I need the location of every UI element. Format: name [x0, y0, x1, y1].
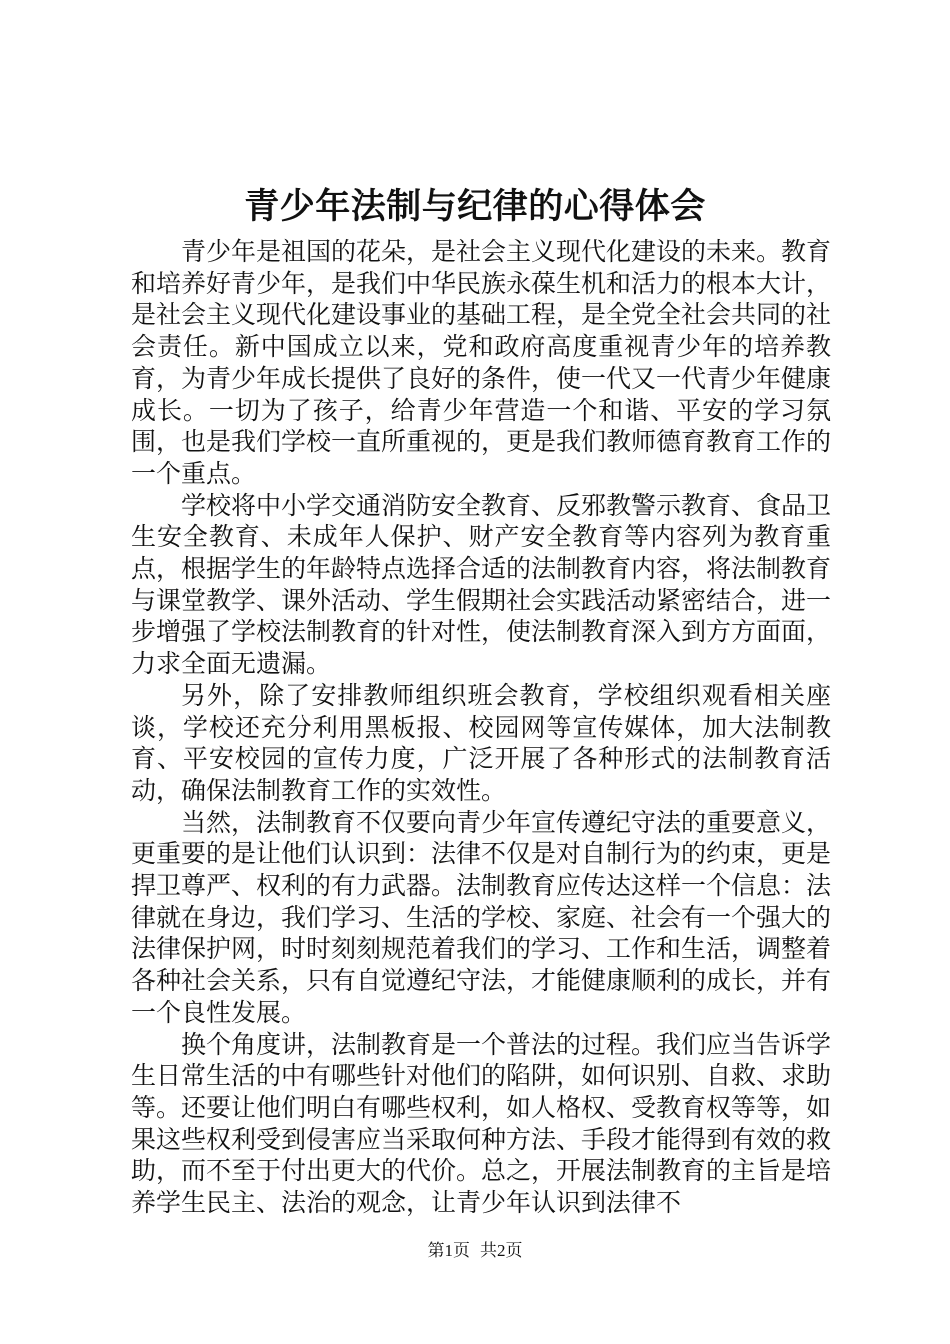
page-footer [0, 1239, 950, 1263]
page-total: 共2页 [480, 1241, 523, 1260]
paragraph-2: 学校将中小学交通消防安全教育、反邪教警示教育、食品卫生安全教育、未成年人保护、财产安全教育等内容列为教育重点，根据学生的年龄特点选择合适的法制教育内容，将法制教育与课堂教学、课外活动、学生假期社会实践活动紧密结合，进一步增强了学校法制教育的针对性，使法制教育深入到方方面面，力求全面无遗漏。 [131, 490, 832, 679]
document-title: 青少年法制与纪律的心得体会 [244, 187, 706, 227]
paragraph-3: 另外，除了安排教师组织班会教育，学校组织观看相关座谈，学校还充分利用黑板报、校园网等宣传媒体，加大法制教育、平安校园的宣传力度，广泛开展了各种形式的法制教育活动，确保法制教育工作的实效性。 [131, 680, 831, 805]
paragraph-1: 青少年是祖国的花朵，是社会主义现代化建设的未来。教育和培养好青少年，是我们中华民族永葆生机和活力的根本大计，是社会主义现代化建设事业的基础工程，是全党全社会共同的社会责任。新中国成立以来，党和政府高度重视青少年的培养教育，为青少年成长提供了良好的条件，使一代又一代青少年健康成长。一切为了孩子，给青少年营造一个和谐、平安的学习氛围，也是我们学校一直所重视的，更是我们教师德育教育工作的一个重点。 [131, 237, 832, 488]
document-body [131, 236, 831, 1219]
paragraph-5: 换个角度讲，法制教育是一个普法的过程。我们应当告诉学生日常生活的中有哪些针对他们的陷阱，如何识别、自救、求助等。还要让他们明白有哪些权利，如人格权、受教育权等等，如果这些权利受到侵害应当采取何种方法、手段才能得到有效的救助，而不至于付出更大的代价。总之，开展法制教育的主旨是培养学生民主、法治的观念，让青少年认识到法律不 [131, 1029, 832, 1218]
page-number: 第1页 [427, 1241, 470, 1260]
paragraph-4: 当然，法制教育不仅要向青少年宣传遵纪守法的重要意义，更重要的是让他们认识到：法律不仅是对自制行为的约束，更是捍卫尊严、权利的有力武器。法制教育应传达这样一个信息：法律就在身边，我们学习、生活的学校、家庭、社会有一个强大的法律保护网，时时刻刻规范着我们的学习、工作和生活，调整着各种社会关系，只有自觉遵纪守法，才能健康顺利的成长，并有一个良性发展。 [131, 807, 832, 1027]
